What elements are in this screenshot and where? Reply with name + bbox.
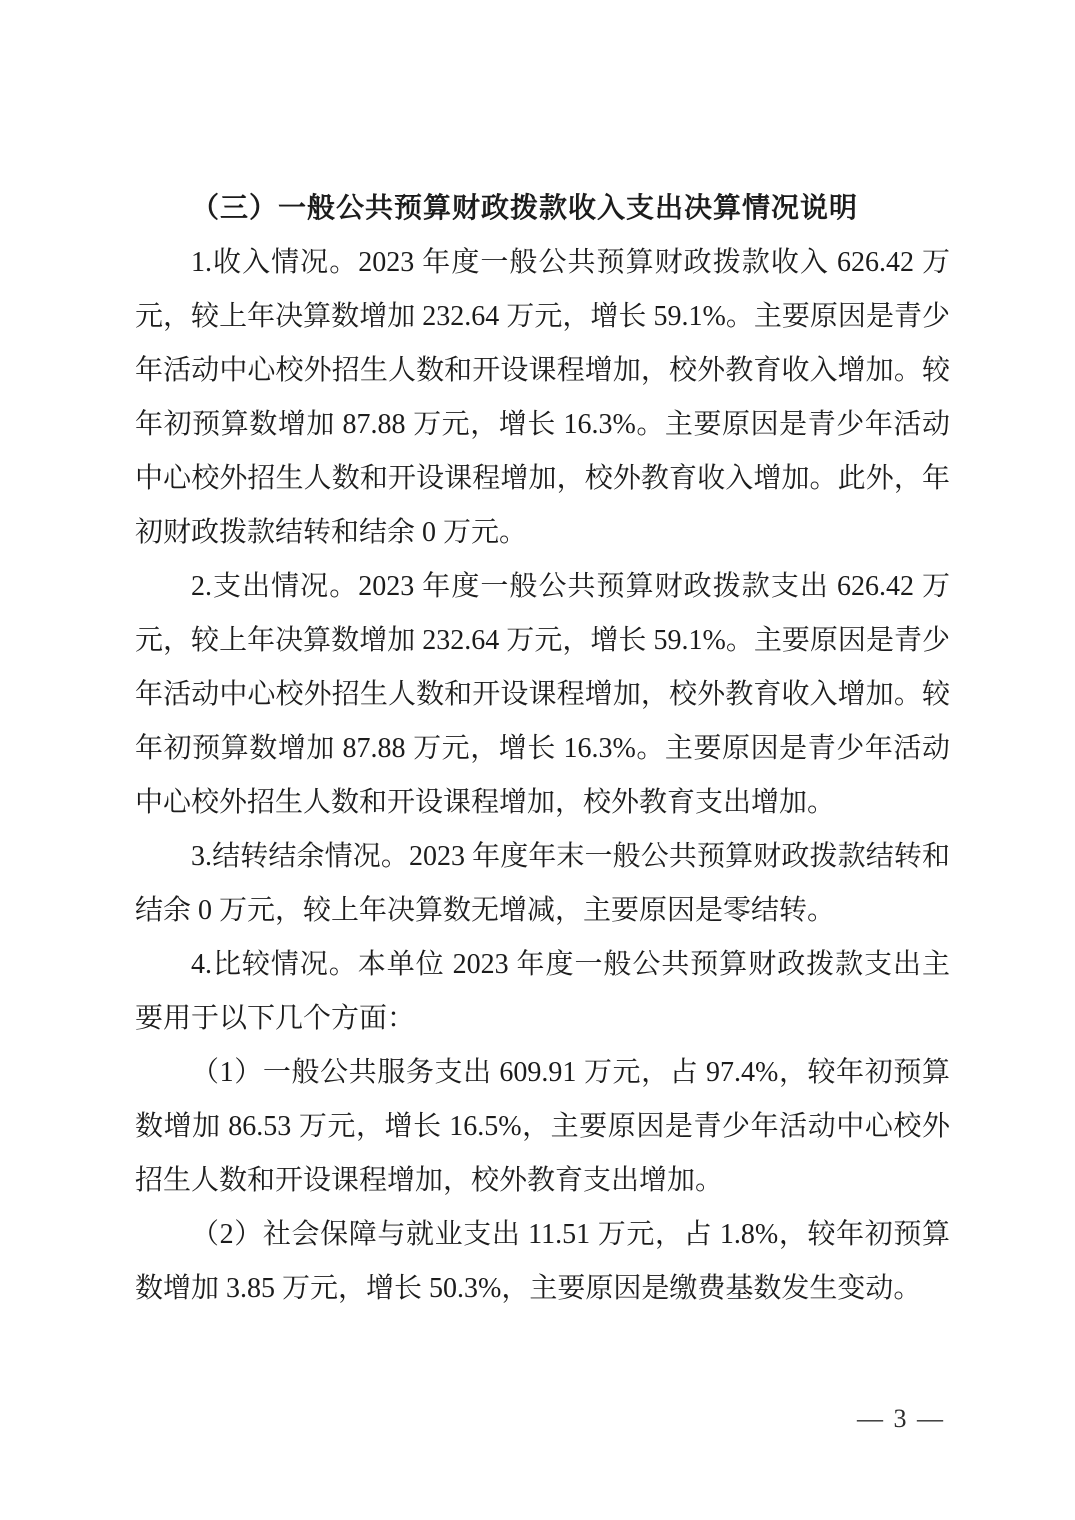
paragraph-income-situation: 1.收入情况。2023 年度一般公共预算财政拨款收入 626.42 万元，较上年决算数增加 232.64 万元，增长 59.1%。主要原因是青少年活动中心校外招生人数和开设课程增加，校外教育收入增加。较年初预算数增加 87.88 万元，增长 16.3%。主要原因是青少年活动中心校外招生人数和开设课程增加，校外教育收入增加。此外，年初财政拨款结转和结余 0 万元。 xyxy=(135,247,950,548)
paragraph-general-public-service: （1）一般公共服务支出 609.91 万元，占 97.4%，较年初预算数增加 86.53 万元，增长 16.5%，主要原因是青少年活动中心校外招生人数和开设课程增加，校外教育支出增加。 xyxy=(135,1057,950,1196)
paragraph-expenditure-situation: 2.支出情况。2023 年度一般公共预算财政拨款支出 626.42 万元，较上年决算数增加 232.64 万元，增长 59.1%。主要原因是青少年活动中心校外招生人数和开设课程增加，校外教育收入增加。较年初预算数增加 87.88 万元，增长 16.3%。主要原因是青少年活动中心校外招生人数和开设课程增加，校外教育支出增加。 xyxy=(135,571,950,818)
paragraph-social-security-employment: （2）社会保障与就业支出 11.51 万元，占 1.8%，较年初预算数增加 3.85 万元，增长 50.3%，主要原因是缴费基数发生变动。 xyxy=(135,1219,950,1304)
paragraph-comparison-intro: 4.比较情况。本单位 2023 年度一般公共预算财政拨款支出主要用于以下几个方面： xyxy=(135,949,950,1034)
page-number: — 3 — xyxy=(857,1404,945,1433)
page-footer xyxy=(857,1402,945,1436)
paragraph-carryover-balance: 3.结转结余情况。2023 年度年末一般公共预算财政拨款结转和结余 0 万元，较上年决算数无增减，主要原因是零结转。 xyxy=(135,841,950,926)
section-heading: （三）一般公共预算财政拨款收入支出决算情况说明 xyxy=(191,193,859,224)
document-body xyxy=(135,182,950,1316)
